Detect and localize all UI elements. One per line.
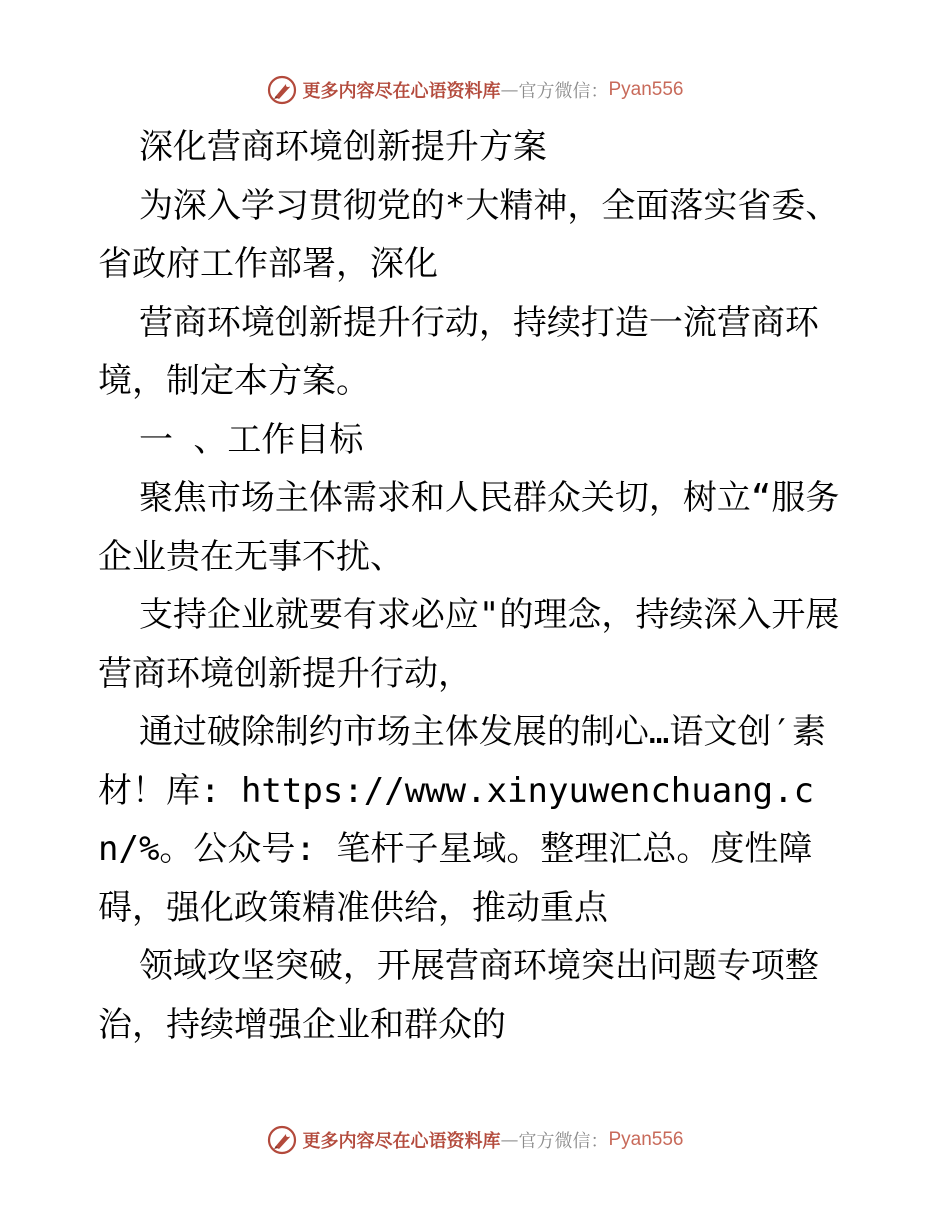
- paragraph-1: 为深入学习贯彻党的*大精神，全面落实省委、省政府工作部署，深化: [98, 185, 840, 284]
- paragraph-5: 通过破除制约市场主体发展的制心…语文创′素材！库: https://www.xinyuwenchuang.cn/%。公众号: 笔杆子星域。整理汇总。度性障碍，强化政策精准供给，推动重点: [98, 712, 826, 928]
- section-heading: 一 、工作目标: [138, 419, 364, 460]
- watermark-footer: [0, 1120, 950, 1160]
- document-title: 深化营商环境创新提升方案: [138, 127, 547, 167]
- paragraph-3: 聚焦市场主体需求和人民群众关切，树立“服务企业贵在无事不扰、: [98, 478, 840, 577]
- watermark-wechat-id: Pyan556: [608, 1129, 684, 1150]
- watermark-dash: —: [500, 79, 519, 101]
- paragraph-4: 支持企业就要有求必应"的理念，持续深入开展营商环境创新提升行动，: [98, 595, 840, 694]
- watermark-official-label: 官方微信：: [518, 1131, 609, 1152]
- paragraph-6: 领域攻坚突破，开展营商环境突出问题专项整治，持续增强企业和群众的: [98, 946, 819, 1045]
- pen-nib-logo-icon: [266, 74, 298, 106]
- pen-nib-logo-icon: [266, 1124, 298, 1156]
- watermark-main-text: 更多内容尽在心语资料库: [302, 81, 501, 102]
- watermark-main-text: 更多内容尽在心语资料库: [302, 1131, 501, 1152]
- watermark-wechat-id: Pyan556: [608, 79, 684, 100]
- paragraph-2: 营商环境创新提升行动，持续打造一流营商环境，制定本方案。: [98, 302, 819, 401]
- document-body: [98, 118, 868, 1054]
- watermark-dash: —: [500, 1129, 519, 1151]
- watermark-official-label: 官方微信：: [518, 81, 609, 102]
- watermark-header: [0, 70, 950, 110]
